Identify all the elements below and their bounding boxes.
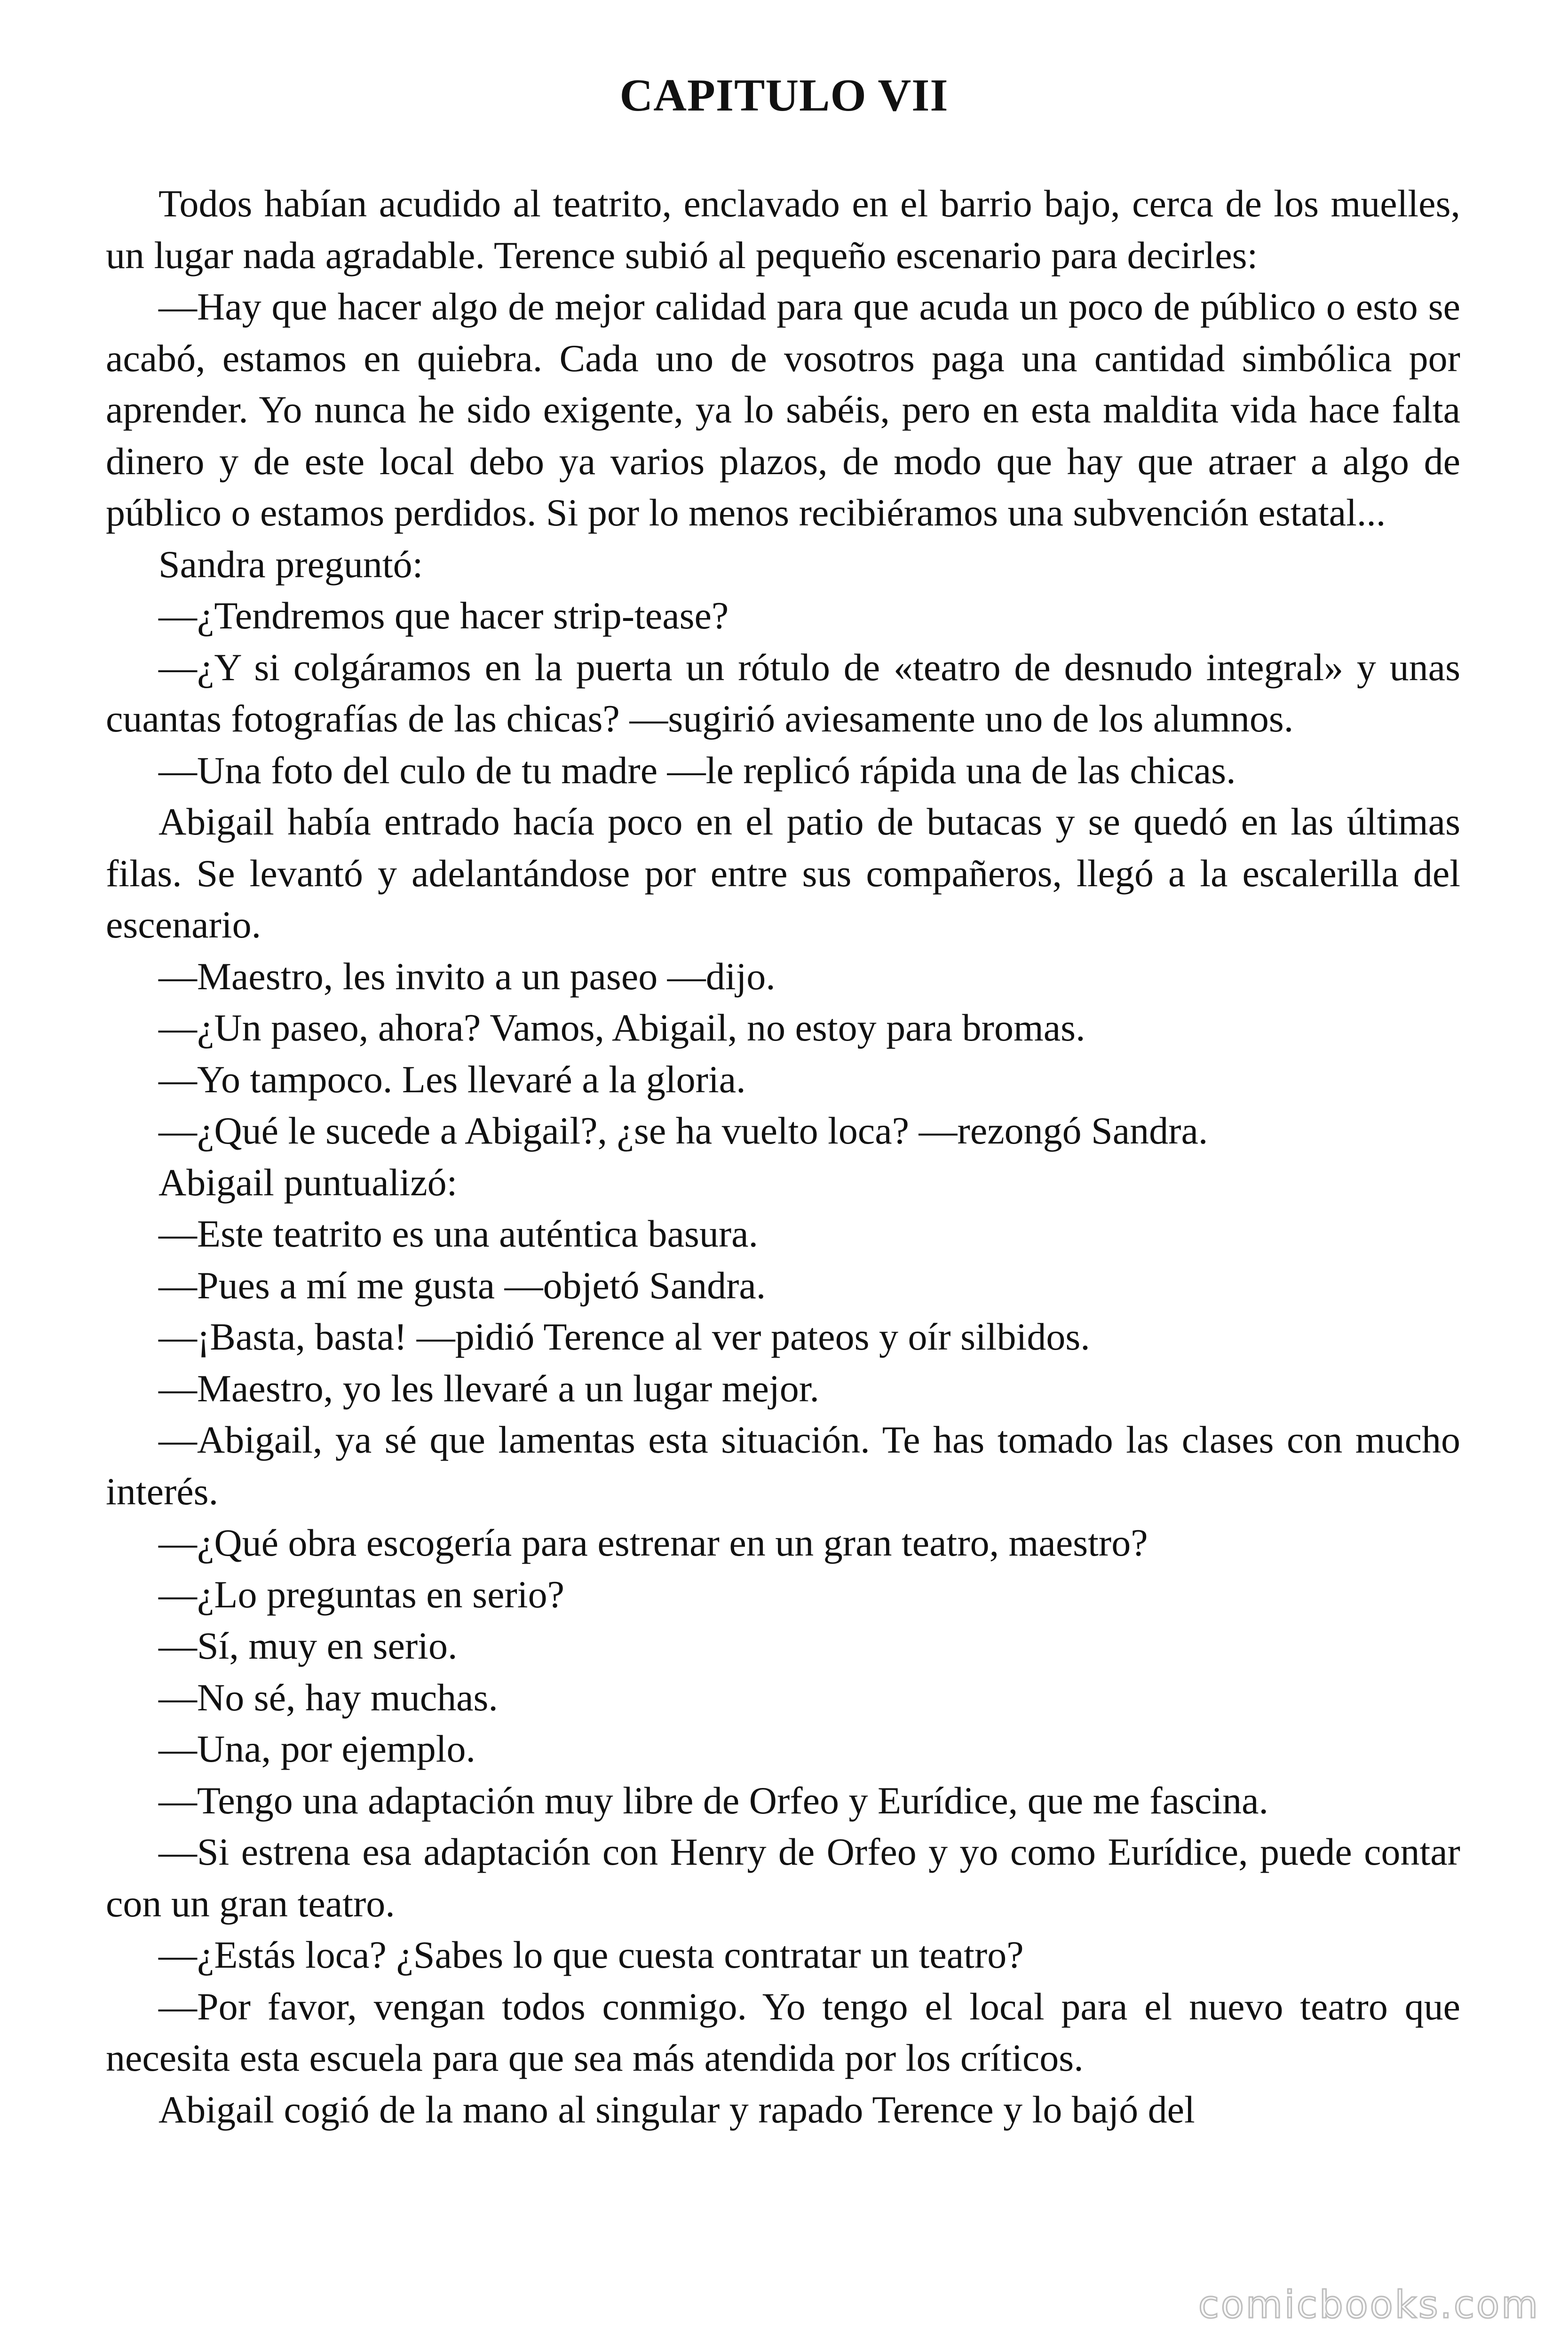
paragraph: —¿Qué le sucede a Abigail?, ¿se ha vuelto loca? —rezongó Sandra. xyxy=(158,1109,1208,1152)
paragraph: —Maestro, yo les llevaré a un lugar mejor. xyxy=(158,1367,819,1410)
paragraph: —¿Qué obra escogería para estrenar en un gran teatro, maestro? xyxy=(158,1521,1148,1564)
paragraph: —Por favor, vengan todos conmigo. Yo tengo el local para el nuevo teatro que necesita esta escuela para que sea más atendida por los críticos. xyxy=(106,1985,1460,2079)
paragraph: —Yo tampoco. Les llevaré a la gloria. xyxy=(158,1057,746,1101)
paragraph: —Abigail, ya sé que lamentas esta situación. Te has tomado las clases con mucho interés. xyxy=(106,1418,1460,1513)
paragraph: —¿Y si colgáramos en la puerta un rótulo de «teatro de desnudo integral» y unas cuantas fotografías de las chicas? —sugirió aviesamente uno de los alumnos. xyxy=(106,645,1460,740)
paragraph: —¿Tendremos que hacer strip-tease? xyxy=(158,594,729,637)
paragraph: —Una, por ejemplo. xyxy=(158,1727,476,1770)
paragraph: —¿Un paseo, ahora? Vamos, Abigail, no estoy para bromas. xyxy=(158,1006,1085,1049)
paragraph: —Este teatrito es una auténtica basura. xyxy=(158,1212,759,1255)
paragraph: —Una foto del culo de tu madre —le replicó rápida una de las chicas. xyxy=(158,748,1236,792)
paragraph: —Sí, muy en serio. xyxy=(158,1624,458,1667)
paragraph: Sandra preguntó: xyxy=(158,542,423,586)
paragraph: —Maestro, les invito a un paseo —dijo. xyxy=(158,954,776,998)
watermark: comicbooks.com xyxy=(1198,2283,1540,2327)
paragraph: Abigail puntualizó: xyxy=(158,1160,458,1204)
paragraph: —¡Basta, basta! —pidió Terence al ver pateos y oír silbidos. xyxy=(158,1315,1090,1358)
paragraph: Abigail había entrado hacía poco en el patio de butacas y se quedó en las últimas filas. Se levantó y adelantándose por entre sus compañeros, llegó a la escalerilla del escenario. xyxy=(106,800,1460,946)
paragraph: —¿Estás loca? ¿Sabes lo que cuesta contratar un teatro? xyxy=(158,1933,1024,1976)
paragraph: Abigail cogió de la mano al singular y rapado Terence y lo bajó del xyxy=(158,2088,1195,2131)
paragraph: —Hay que hacer algo de mejor calidad para que acuda un poco de público o esto se acabó, estamos en quiebra. Cada uno de vosotros paga una cantidad simbólica por aprender. Yo nunca he sido exigente, ya lo sabéis, pero en esta maldita vida hace falta dinero y de este local debo ya varios plazos, de modo que hay que atraer a algo de público o estamos perdidos. Si por lo menos recibiéramos una subvención estatal... xyxy=(106,285,1460,534)
paragraph: —¿Lo preguntas en serio? xyxy=(158,1573,564,1616)
paragraph: —Pues a mí me gusta —objetó Sandra. xyxy=(158,1263,766,1307)
paragraph: —Tengo una adaptación muy libre de Orfeo y Eurídice, que me fascina. xyxy=(158,1779,1268,1822)
paragraph: —No sé, hay muchas. xyxy=(158,1676,498,1719)
paragraph: Todos habían acudido al teatrito, enclavado en el barrio bajo, cerca de los muelles, un lugar nada agradable. Terence subió al pequeño escenario para decirles: xyxy=(106,182,1460,277)
chapter-title: CAPITULO VII xyxy=(619,70,949,121)
paragraph: —Si estrena esa adaptación con Henry de Orfeo y yo como Eurídice, puede contar con un gran teatro. xyxy=(106,1830,1460,1925)
chapter-body xyxy=(106,178,1460,2135)
